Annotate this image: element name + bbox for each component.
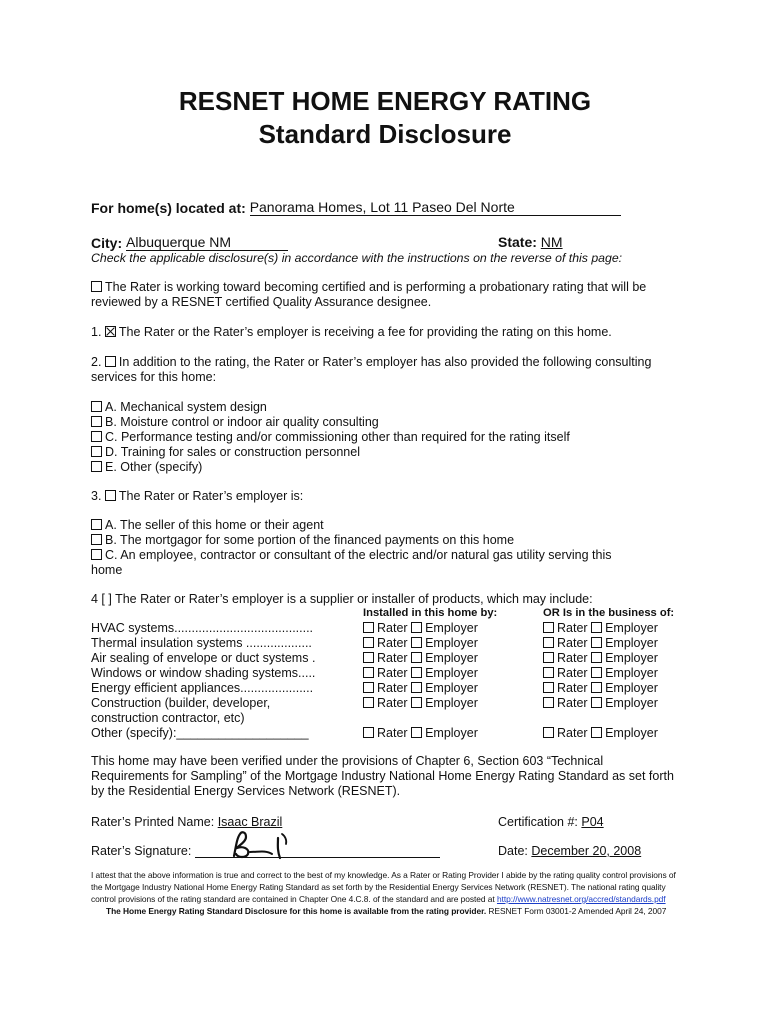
rater-label: Rater bbox=[377, 726, 408, 740]
employer-label: Employer bbox=[605, 636, 658, 650]
printed-name-label: Rater’s Printed Name: bbox=[91, 815, 215, 829]
option-label: D. Training for sales or construction personnel bbox=[105, 445, 360, 459]
employer-label: Employer bbox=[605, 696, 658, 710]
address-value: Panorama Homes, Lot 11 Paseo Del Norte bbox=[249, 199, 515, 215]
installed-by-options bbox=[363, 681, 478, 695]
employer-label: Employer bbox=[425, 726, 478, 740]
probationary-line-1 bbox=[91, 280, 646, 294]
rater-checkbox[interactable] bbox=[543, 682, 554, 693]
option-label: C. Performance testing and/or commissioning other than required for the rating itself bbox=[105, 430, 570, 444]
option-label: B. Moisture control or indoor air quality consulting bbox=[105, 415, 379, 429]
employer-checkbox[interactable] bbox=[411, 652, 422, 663]
item-3-number: 3. bbox=[91, 489, 102, 503]
date-label: Date: bbox=[498, 844, 528, 858]
rater-checkbox[interactable] bbox=[543, 697, 554, 708]
probationary-checkbox[interactable] bbox=[91, 281, 102, 292]
rater-label: Rater bbox=[557, 696, 588, 710]
state-value[interactable]: NM bbox=[540, 234, 563, 250]
rater-label: Rater bbox=[557, 726, 588, 740]
item-4-text: 4 [ ] The Rater or Rater’s employer is a supplier or installer of products, which may include: bbox=[91, 592, 593, 606]
item-3-option-a bbox=[91, 518, 324, 532]
certification-row bbox=[498, 815, 604, 829]
rater-label: Rater bbox=[377, 696, 408, 710]
rater-checkbox[interactable] bbox=[363, 667, 374, 678]
business-of-options bbox=[543, 726, 658, 740]
date-value[interactable]: December 20, 2008 bbox=[531, 844, 642, 858]
certification-value[interactable]: P04 bbox=[581, 815, 604, 829]
rater-checkbox[interactable] bbox=[543, 652, 554, 663]
installed-by-options bbox=[363, 651, 478, 665]
city-label: City: bbox=[91, 235, 123, 251]
attestation-line-1: I attest that the above information is true and correct to the best of my knowledge. As a Rater or Rating Provider I abide by the rating quality control provisions of bbox=[91, 870, 676, 880]
employer-label: Employer bbox=[605, 681, 658, 695]
rater-checkbox[interactable] bbox=[363, 652, 374, 663]
item-3-option-b bbox=[91, 533, 514, 547]
installed-by-options bbox=[363, 726, 478, 740]
state-label: State: bbox=[498, 234, 537, 250]
title-line-2: Standard Disclosure bbox=[258, 119, 512, 149]
option-checkbox[interactable] bbox=[91, 519, 102, 530]
business-of-options bbox=[543, 666, 658, 680]
standards-link[interactable]: http://www.natresnet.org/accred/standards.pdf bbox=[496, 894, 666, 904]
product-label: construction contractor, etc) bbox=[91, 711, 245, 725]
employer-label: Employer bbox=[605, 726, 658, 740]
item-1 bbox=[91, 325, 612, 339]
disclosure-availability bbox=[106, 906, 666, 916]
employer-label: Employer bbox=[605, 651, 658, 665]
option-checkbox[interactable] bbox=[91, 534, 102, 545]
title-line-1: RESNET HOME ENERGY RATING bbox=[178, 86, 592, 116]
employer-label: Employer bbox=[425, 666, 478, 680]
employer-checkbox[interactable] bbox=[411, 697, 422, 708]
product-label: Windows or window shading systems..... bbox=[91, 666, 316, 680]
business-of-options bbox=[543, 636, 658, 650]
item-1-number: 1. bbox=[91, 325, 102, 339]
product-label: Air sealing of envelope or duct systems . bbox=[91, 651, 316, 665]
option-label: E. Other (specify) bbox=[105, 460, 203, 474]
product-label: Other (specify):___________________ bbox=[91, 726, 309, 740]
item-1-checkbox[interactable] bbox=[105, 326, 116, 337]
option-label: C. An employee, contractor or consultant of the electric and/or natural gas utility serving this bbox=[105, 548, 612, 562]
employer-checkbox[interactable] bbox=[411, 637, 422, 648]
item-2-checkbox[interactable] bbox=[105, 356, 116, 367]
availability-text: The Home Energy Rating Standard Disclosure for this home is available from the rating provider. bbox=[106, 906, 487, 916]
col-installed-header: Installed in this home by: bbox=[363, 607, 498, 619]
employer-label: Employer bbox=[425, 636, 478, 650]
employer-label: Employer bbox=[425, 651, 478, 665]
item-2-option-c bbox=[91, 430, 570, 444]
certification-label: Certification #: bbox=[498, 815, 578, 829]
employer-checkbox[interactable] bbox=[591, 682, 602, 693]
rater-label: Rater bbox=[557, 666, 588, 680]
employer-checkbox[interactable] bbox=[591, 622, 602, 633]
city-field[interactable] bbox=[126, 234, 288, 251]
product-label: Thermal insulation systems ................... bbox=[91, 636, 312, 650]
col-business-header: OR Is in the business of: bbox=[543, 607, 675, 619]
employer-checkbox[interactable] bbox=[411, 727, 422, 738]
option-checkbox[interactable] bbox=[91, 446, 102, 457]
option-label: A. Mechanical system design bbox=[105, 400, 267, 414]
option-checkbox[interactable] bbox=[91, 401, 102, 412]
rater-checkbox[interactable] bbox=[363, 727, 374, 738]
product-label: HVAC systems........................................ bbox=[91, 621, 314, 635]
installed-by-options bbox=[363, 696, 478, 710]
rater-label: Rater bbox=[557, 621, 588, 635]
rater-checkbox[interactable] bbox=[363, 622, 374, 633]
printed-name-value[interactable]: Isaac Brazil bbox=[217, 815, 283, 829]
rater-label: Rater bbox=[377, 636, 408, 650]
item-3-checkbox[interactable] bbox=[105, 490, 116, 501]
rater-checkbox[interactable] bbox=[543, 637, 554, 648]
rater-checkbox[interactable] bbox=[363, 697, 374, 708]
instructions: Check the applicable disclosure(s) in accordance with the instructions on the reverse of this page: bbox=[91, 251, 623, 265]
product-label: Energy efficient appliances..................... bbox=[91, 681, 314, 695]
item-2-text: In addition to the rating, the Rater or Rater’s employer has also provided the following consulting bbox=[118, 355, 652, 369]
address-row bbox=[91, 199, 621, 216]
date-row bbox=[498, 844, 641, 858]
employer-checkbox[interactable] bbox=[411, 682, 422, 693]
option-checkbox[interactable] bbox=[91, 416, 102, 427]
item-2-option-e bbox=[91, 460, 202, 474]
employer-label: Employer bbox=[605, 621, 658, 635]
rater-label: Rater bbox=[377, 681, 408, 695]
rater-label: Rater bbox=[557, 681, 588, 695]
employer-label: Employer bbox=[425, 681, 478, 695]
probationary-text: The Rater is working toward becoming certified and is performing a probationary rating that will be bbox=[105, 280, 647, 294]
handwritten-signature bbox=[228, 828, 298, 862]
item-2-option-a bbox=[91, 400, 267, 414]
item-2-line-2: services for this home: bbox=[91, 370, 217, 384]
item-3-text: The Rater or Rater’s employer is: bbox=[118, 489, 304, 503]
rater-checkbox[interactable] bbox=[543, 727, 554, 738]
employer-checkbox[interactable] bbox=[591, 697, 602, 708]
rater-label: Rater bbox=[377, 621, 408, 635]
installed-by-options bbox=[363, 636, 478, 650]
employer-checkbox[interactable] bbox=[411, 622, 422, 633]
item-2-number: 2. bbox=[91, 355, 102, 369]
rater-checkbox[interactable] bbox=[363, 682, 374, 693]
signature-label: Rater’s Signature: bbox=[91, 844, 192, 858]
item-3 bbox=[91, 489, 303, 503]
verification-line-3: by the Residential Energy Services Network (RESNET). bbox=[91, 784, 401, 798]
city-row bbox=[91, 234, 288, 251]
option-checkbox[interactable] bbox=[91, 431, 102, 442]
employer-label: Employer bbox=[425, 696, 478, 710]
item-3-option-c bbox=[91, 548, 612, 562]
employer-label: Employer bbox=[425, 621, 478, 635]
address-field[interactable] bbox=[250, 199, 621, 216]
option-label: A. The seller of this home or their agent bbox=[105, 518, 324, 532]
business-of-options bbox=[543, 696, 658, 710]
rater-checkbox[interactable] bbox=[543, 622, 554, 633]
option-label: B. The mortgagor for some portion of the financed payments on this home bbox=[105, 533, 515, 547]
rater-label: Rater bbox=[377, 666, 408, 680]
attestation-line-3-text: control provisions of the rating standard are contained in Chapter One 4.C.8. of the standard and are posted at bbox=[91, 894, 495, 904]
printed-name-row bbox=[91, 815, 282, 829]
employer-checkbox[interactable] bbox=[591, 637, 602, 648]
rater-label: Rater bbox=[557, 636, 588, 650]
attestation-line-3 bbox=[91, 894, 666, 904]
installed-by-options bbox=[363, 666, 478, 680]
rater-checkbox[interactable] bbox=[363, 637, 374, 648]
item-1-text: The Rater or the Rater’s employer is receiving a fee for providing the rating on this home. bbox=[118, 325, 612, 339]
attestation-line-2: the Mortgage Industry National Home Energy Rating Standard as set forth by the Residential Energy Services Network (RESNET). The national rating quality bbox=[91, 882, 666, 892]
rater-label: Rater bbox=[377, 651, 408, 665]
form-id: RESNET Form 03001-2 Amended April 24, 2007 bbox=[488, 906, 667, 916]
business-of-options bbox=[543, 621, 658, 635]
probationary-line-2: reviewed by a RESNET certified Quality Assurance designee. bbox=[91, 295, 432, 309]
business-of-options bbox=[543, 681, 658, 695]
employer-checkbox[interactable] bbox=[411, 667, 422, 678]
option-checkbox[interactable] bbox=[91, 461, 102, 472]
address-label: For home(s) located at: bbox=[91, 200, 246, 216]
employer-checkbox[interactable] bbox=[591, 652, 602, 663]
city-value: Albuquerque NM bbox=[126, 234, 232, 250]
product-label: Construction (builder, developer, bbox=[91, 696, 271, 710]
item-2-option-d bbox=[91, 445, 360, 459]
employer-checkbox[interactable] bbox=[591, 727, 602, 738]
verification-line-1: This home may have been verified under the provisions of Chapter 6, Section 603 “Technical bbox=[91, 754, 604, 768]
employer-label: Employer bbox=[605, 666, 658, 680]
option-checkbox[interactable] bbox=[91, 549, 102, 560]
rater-checkbox[interactable] bbox=[543, 667, 554, 678]
installed-by-options bbox=[363, 621, 478, 635]
verification-line-2: Requirements for Sampling” of the Mortgage Industry National Home Energy Rating Standard as set forth bbox=[91, 769, 674, 783]
rater-label: Rater bbox=[557, 651, 588, 665]
item-2-option-b bbox=[91, 415, 379, 429]
business-of-options bbox=[543, 651, 658, 665]
employer-checkbox[interactable] bbox=[591, 667, 602, 678]
state-row bbox=[498, 234, 563, 250]
item-3-option-c-cont: home bbox=[91, 563, 123, 577]
item-2 bbox=[91, 355, 651, 369]
